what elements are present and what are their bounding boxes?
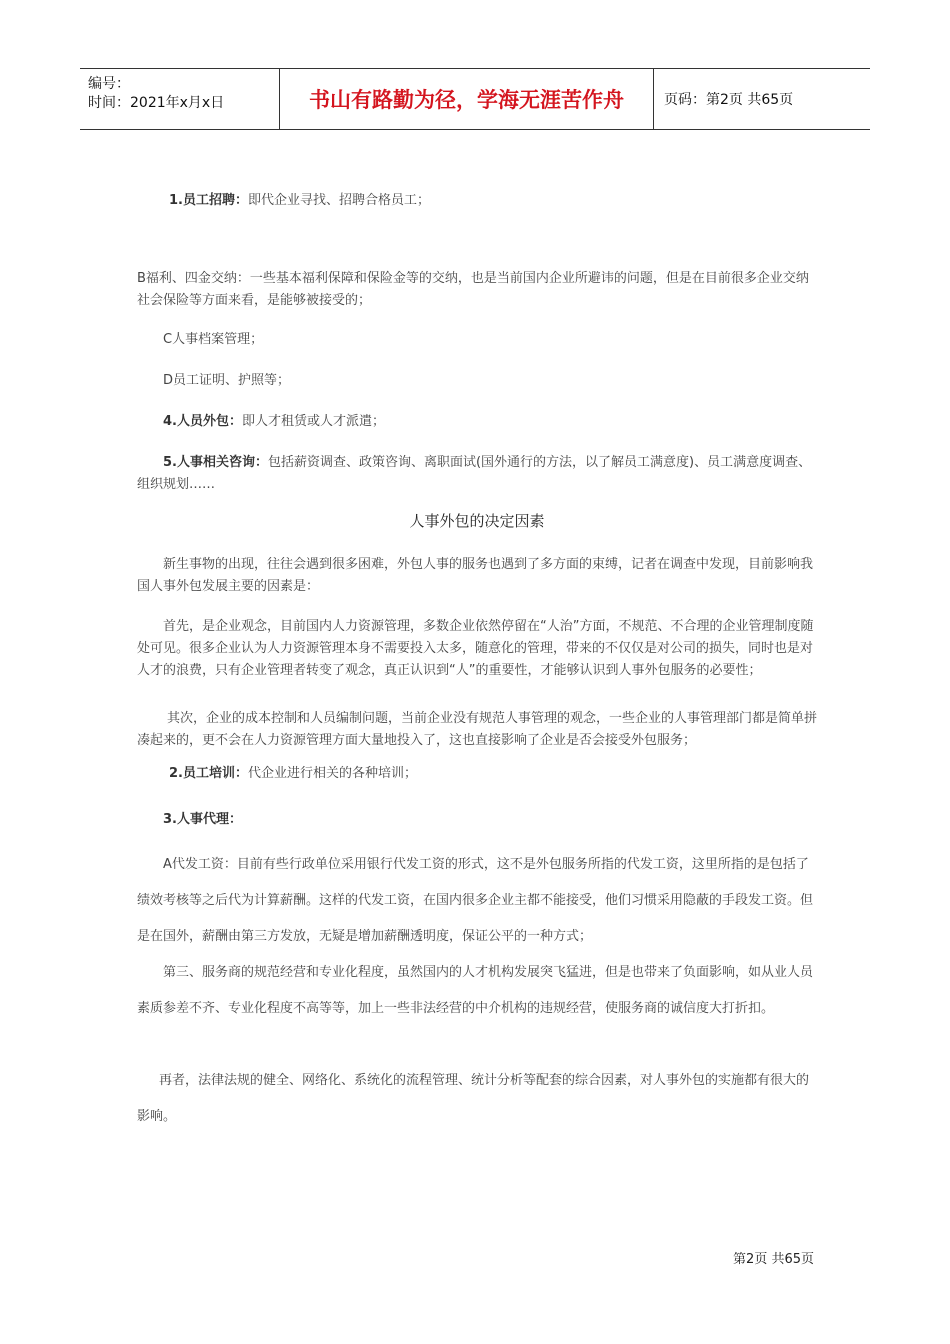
item-outsource-text: 即人才租赁或人才派遣； bbox=[241, 414, 385, 429]
item-archive: C人事档案管理； bbox=[163, 332, 264, 347]
header-meta bbox=[80, 69, 280, 129]
item-training-text: 代企业进行相关的各种培训； bbox=[247, 766, 417, 781]
item-cert: D员工证明、护照等； bbox=[163, 373, 291, 388]
item-outsource-head: 4.人员外包： bbox=[163, 414, 242, 429]
page-footer: 第2页 共65页 bbox=[733, 1252, 814, 1267]
paragraph-salary: A代发工资：目前有些行政单位采用银行代发工资的形式，这不是外包服务所指的代发工资，这里所指的是包括了绩效考核等之后代为计算薪酬。这样的代发工资，在国内很多企业主都不能接受，他们习惯采用隐蔽的手段发工资。但是在国外，薪酬由第三方发放，无疑是增加薪酬透明度，保证公平的一种方式； bbox=[137, 857, 814, 944]
item-agency-head: 3.人事代理： bbox=[163, 812, 242, 827]
paragraph-fourth: 再者，法律法规的健全、网络化、系统化的流程管理、统计分析等配套的综合因素，对人事外包的实施都有很大的影响。 bbox=[137, 1073, 810, 1124]
paragraph-first: 首先，是企业观念，目前国内人力资源管理，多数企业依然停留在“人治”方面，不规范、不合理的企业管理制度随处可见。很多企业认为人力资源管理本身不需要投入太多，随意化的管理，带来的不仅仅是对公司的损失，同时也是对人才的浪费，只有企业管理者转变了观念，真正认识到“人”的重要性，才能够认识到人事外包服务的必要性； bbox=[137, 619, 814, 678]
item-outsource bbox=[137, 411, 817, 433]
paragraph-second: 其次，企业的成本控制和人员编制问题，当前企业没有规范人事管理的观念，一些企业的人事管理部门都是简单拼凑起来的，更不会在人力资源管理方面大量地投入了，这也直接影响了企业是否会接受外包服务； bbox=[137, 711, 818, 748]
item-welfare: B福利、四金交纳：一些基本福利保障和保险金等的交纳，也是当前国内企业所避讳的问题，但是在目前很多企业交纳社会保险等方面来看，是能够被接受的； bbox=[137, 271, 809, 308]
header-page-label: 页码：第2页 共65页 bbox=[664, 92, 794, 108]
paragraph-third: 第三、服务商的规范经营和专业化程度，虽然国内的人才机构发展突飞猛进，但是也带来了负面影响，如从业人员素质参差不齐、专业化程度不高等等，加上一些非法经营的中介机构的违规经营，使服务商的诚信度大打折扣。 bbox=[137, 965, 814, 1016]
item-consult-text: 包括薪资调查、政策咨询、离职面试(国外通行的方法，以了解员工满意度)、员工满意度调查、组织规划…… bbox=[137, 455, 812, 492]
header-motto: 书山有路勤为径，学海无涯苦作舟 bbox=[280, 69, 654, 129]
paragraph-intro: 新生事物的出现，往往会遇到很多困难，外包人事的服务也遇到了多方面的束缚，记者在调查中发现，目前影响我国人事外包发展主要的因素是： bbox=[137, 557, 814, 594]
item-recruit-head: 1.员工招聘： bbox=[169, 193, 248, 208]
item-consult bbox=[137, 452, 817, 496]
item-recruit-text: 即代企业寻找、招聘合格员工； bbox=[247, 193, 430, 208]
code-label: 编号： bbox=[88, 76, 130, 92]
item-training bbox=[137, 763, 817, 785]
item-consult-head: 5.人事相关咨询： bbox=[163, 455, 268, 470]
item-recruit bbox=[137, 190, 817, 212]
section-title: 人事外包的决定因素 bbox=[409, 512, 545, 530]
time-label: 时间：2021年x月x日 bbox=[88, 95, 225, 111]
item-training-head: 2.员工培训： bbox=[169, 766, 248, 781]
page-header bbox=[80, 68, 870, 130]
